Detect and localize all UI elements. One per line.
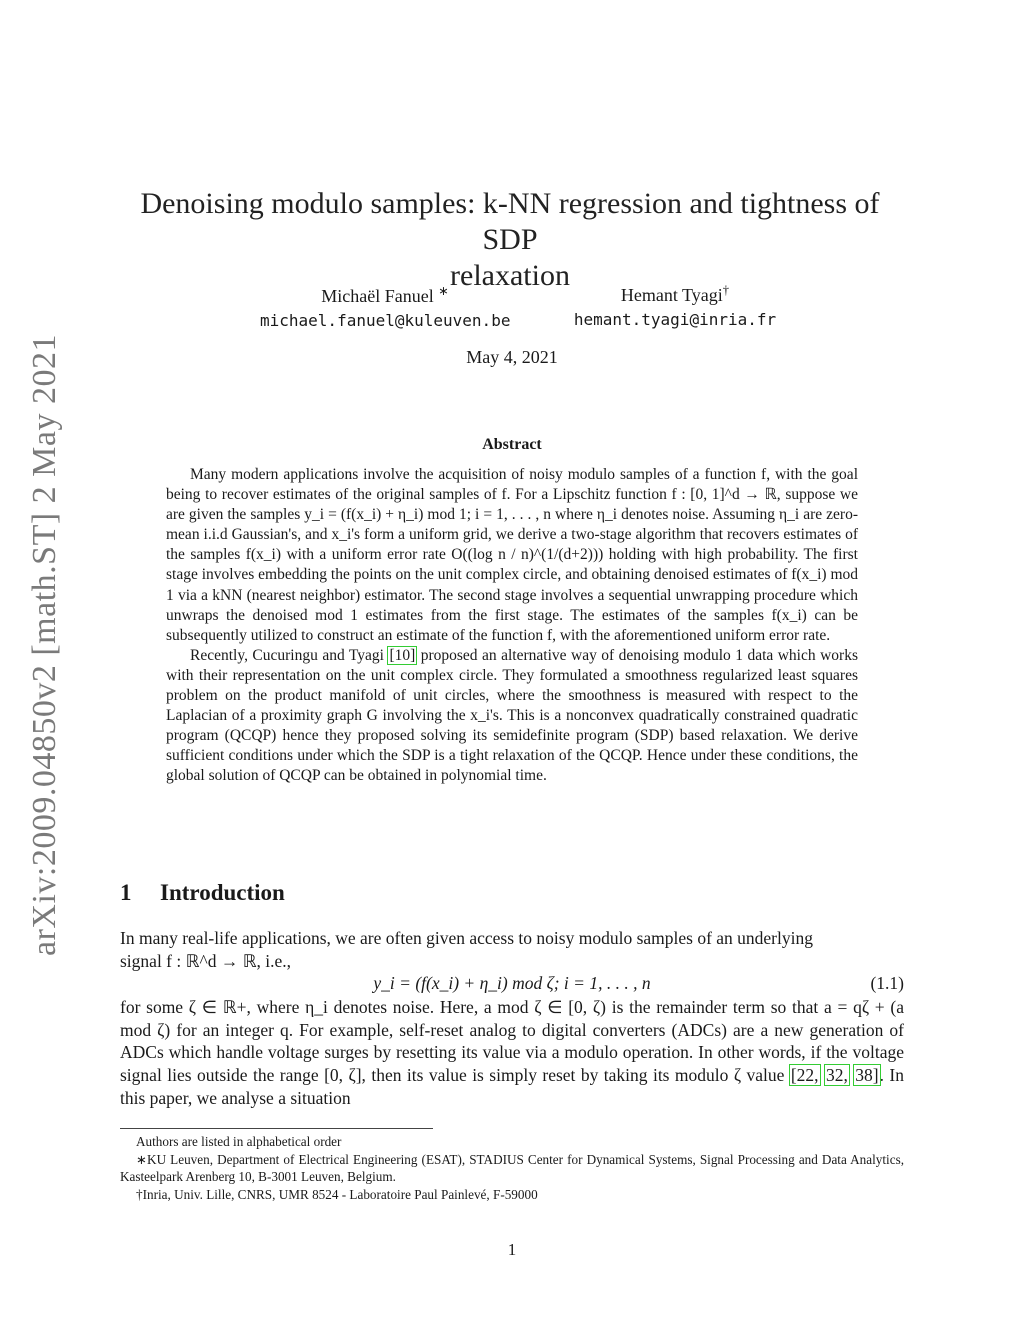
equation-1-1	[120, 972, 904, 996]
citation-link-32[interactable]: 32,	[825, 1064, 848, 1085]
title-line-2: relaxation	[450, 259, 570, 292]
footnote-rule	[120, 1128, 433, 1129]
footnotes	[120, 1133, 904, 1203]
equation-text: y_i = (f(x_i) + η_i) mod ζ; i = 1, . . . , n	[373, 973, 651, 994]
abstract-p2-text: Recently, Cucuringu and Tyagi	[190, 646, 389, 664]
author-2-name: Hemant Tyagi	[620, 285, 723, 305]
intro-paragraph-2	[120, 996, 904, 1109]
author-2-mark: †	[722, 283, 730, 297]
author-1-email[interactable]: michael.fanuel@kuleuven.be	[260, 311, 511, 330]
paper-title	[110, 186, 910, 294]
author-2	[550, 283, 800, 329]
abstract-p2-text-rest: proposed an alternative way of denoising modulo 1 data which works with their representation on the unit complex circle. They formulated a smoothness regularized least squares problem on the product manifold of unit circles, where the smoothness is measured with respect to the Laplacian of a proximity graph G involving the x_i's. This is a nonconvex quadratically constrained quadratic program (QCQP) hence they proposed solving its semidefinite program (SDP) based relaxation. We derive sufficient conditions under which the SDP is a tight relaxation of the QCQP. Hence under these conditions, the global solution of QCQP can be obtained in polynomial time.	[166, 646, 858, 785]
citation-link-22[interactable]: [22,	[790, 1064, 819, 1085]
intro-p2-text-rest: . In this paper, we analyse a situation	[120, 1064, 905, 1108]
abstract-paragraph-2	[166, 646, 858, 787]
author-1-name: Michaël Fanuel	[321, 286, 434, 306]
author-1-mark: ∗	[438, 284, 449, 298]
author-1	[260, 283, 510, 330]
section-heading	[120, 880, 285, 906]
title-line-1: Denoising modulo samples: k-NN regression and tightness of SDP	[140, 187, 880, 256]
footnote-1: ∗KU Leuven, Department of Electrical Engineering (ESAT), STADIUS Center for Dynamical Systems, Signal Processing and Data Analytics, Kasteelpark Arenberg 10, B-3001 Leuven, Belgium.	[120, 1151, 904, 1184]
intro-line-1: In many real-life applications, we are often given access to noisy modulo samples of an underlying	[120, 928, 813, 948]
citation-link-38[interactable]: 38]	[855, 1064, 879, 1085]
equation-number: (1.1)	[870, 973, 904, 994]
footnote-2: †Inria, Univ. Lille, CNRS, UMR 8524 - Laboratoire Paul Painlevé, F-59000	[136, 1186, 538, 1202]
arxiv-stamp-text: arXiv:2009.04850v2 [math.ST] 2 May 2021	[26, 334, 63, 956]
abstract-body	[166, 465, 858, 787]
page-number: 1	[507, 1240, 517, 1259]
intro-p2-text: for some ζ ∈ ℝ+, where η_i denotes noise. Here, a mod ζ ∈ [0, ζ) is the remainder term so that a = qζ + (a mod ζ) for an integer q. For example, self-reset analog to digital converters (ADCs) are a new generation of ADCs which handle voltage surges by resetting its value via a modulo operation. In other words, if the voltage signal lies outside the range [0, ζ], then its value is simply reset by taking its modulo ζ value	[120, 997, 904, 1085]
footnote-0: Authors are listed in alphabetical order	[136, 1134, 342, 1149]
citation-link-10[interactable]: [10]	[389, 646, 416, 664]
intro-line-2: signal f : ℝ^d → ℝ, i.e.,	[120, 950, 292, 971]
section-title: Introduction	[160, 880, 285, 905]
paper-date: May 4, 2021	[466, 347, 558, 367]
author-2-email[interactable]: hemant.tyagi@inria.fr	[573, 310, 777, 329]
abstract-heading: Abstract	[482, 436, 542, 453]
intro-body	[120, 927, 904, 1109]
abstract-paragraph-1: Many modern applications involve the acquisition of noisy modulo samples of a function f, with the goal being to recover estimates of the original samples of f. For a Lipschitz function f : [0, 1]^d → ℝ, suppose we are given the samples y_i = (f(x_i) + η_i) mod 1; i = 1, . . . , n where η_i denotes noise. Assuming η_i are zero-mean i.i.d Gaussian's, and x_i's form a uniform grid, we derive a two-stage algorithm that recovers estimates of the samples f(x_i) with a uniform error rate O((log n / n)^(1/(d+2))) holding with high probability. The first stage involves embedding the points on the unit complex circle, and obtaining denoised estimates of f(x_i) mod 1 via a kNN (nearest neighbor) estimator. The second stage involves a sequential unwrapping procedure which unwraps the denoised mod 1 estimates from the first stage. The estimates of the samples f(x_i) can be subsequently utilized to construct an estimate of the function f, with the aforementioned uniform error rate.	[166, 466, 858, 644]
section-number: 1	[120, 880, 132, 905]
arxiv-stamp	[20, 334, 70, 956]
